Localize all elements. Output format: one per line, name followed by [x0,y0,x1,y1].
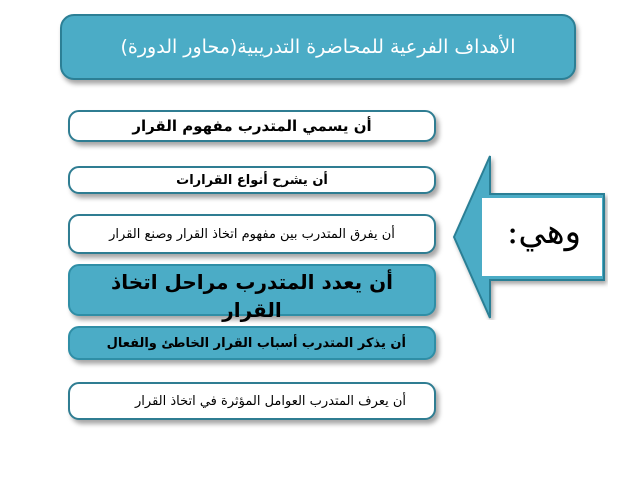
objective-item-5: أن يذكر المتدرب أسباب القرار الخاطئ والفعال [68,326,436,360]
arrow-label: وهي: [506,212,582,252]
objective-item-1: أن يسمي المتدرب مفهوم القرار [68,110,436,142]
objective-item-6: أن يعرف المتدرب العوامل المؤثرة في اتخاذ القرار [68,382,436,420]
objective-item-3: أن يفرق المتدرب بين مفهوم اتخاذ القرار وصنع القرار [68,214,436,254]
objective-item-2: أن يشرح أنواع القرارات [68,166,436,194]
objective-item-4 [68,264,436,322]
slide-title: الأهداف الفرعية للمحاضرة التدريبية(محاور الدورة) [60,14,576,80]
objective-item-4-text: أن يعدد المتدرب مراحل اتخاذ القرار [111,270,393,322]
